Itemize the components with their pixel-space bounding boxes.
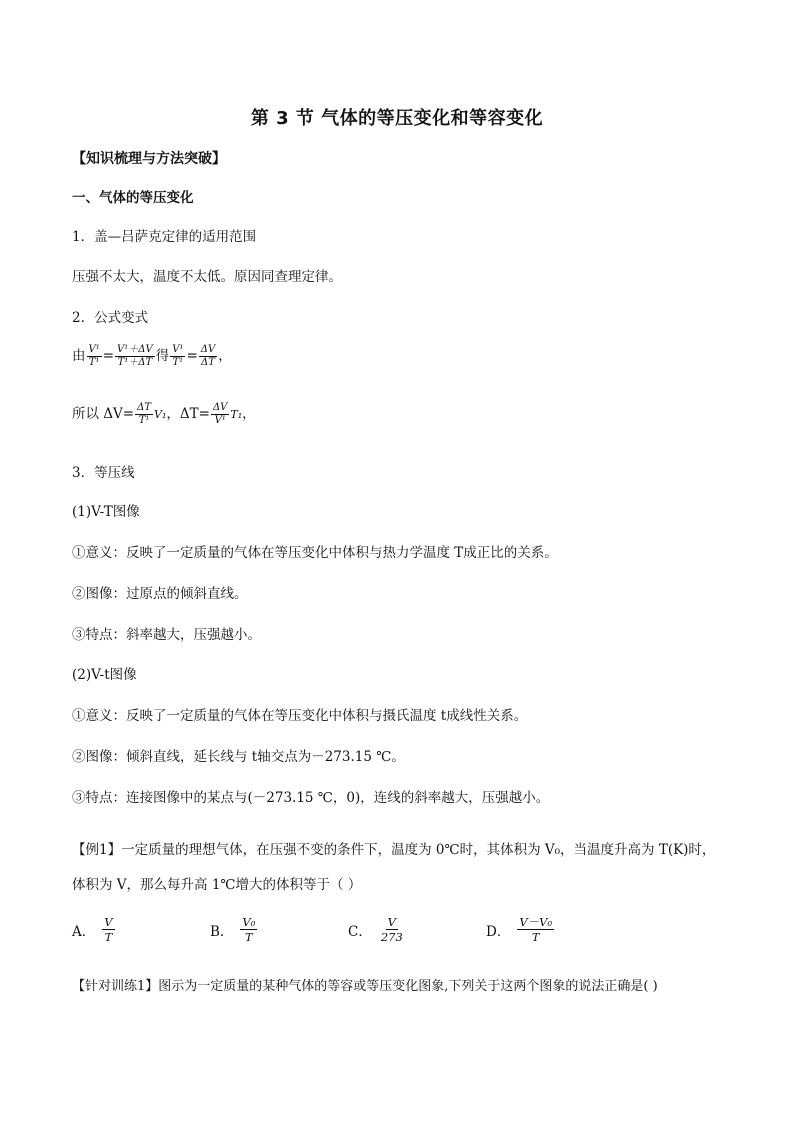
subsection-vt: (2)V-t图像 (72, 667, 137, 683)
vT-meaning: ①意义：反映了一定质量的气体在等压变化中体积与热力学温度 T成正比的关系。 (72, 545, 558, 561)
vT-graph: ②图像：过原点的倾斜直线。 (72, 586, 248, 602)
fraction: $\frac{\Delta T}{\text{T¹}}$ (137, 402, 152, 426)
formula-2: 所以 ΔV= $\frac{\Delta T}{\text{T¹}}$ V₁，ΔT= $\frac{\Delta V}{\text{V¹}}$ T₁， (72, 402, 256, 426)
fraction: $\frac{\text{V－V₀}}{T}$ (519, 915, 553, 944)
subsection-vT: (1)V-T图像 (72, 504, 140, 520)
heading-isobaric: 一、气体的等压变化 (72, 190, 194, 206)
vt-meaning: ①意义：反映了一定质量的气体在等压变化中体积与摄氏温度 t成线性关系。 (72, 708, 528, 724)
option-d: D． $\frac{\text{V－V₀}}{T}$ (486, 915, 553, 944)
vT-feature: ③特点：斜率越大，压强越小。 (72, 627, 261, 643)
formula-1: 由 $\frac{\text{V¹}}{\text{T¹}}$ = $\frac{\text{V¹＋ΔV}}{\text{T¹＋ΔT}}$ 得 $\frac{\text{V¹}}{\text{T¹}}$ = $\frac{\Delta V}{\Delta T}$ ， (72, 344, 232, 368)
formula-2-prefix: 所以 ΔV= (72, 406, 135, 422)
fraction: $\frac{V}{T}$ (104, 915, 113, 944)
item-1-text: 压强不太大，温度不太低。原因同查理定律。 (72, 269, 342, 285)
fraction: $\frac{V}{273}$ (380, 915, 403, 944)
example-1-question: 【例1】一定质量的理想气体，在压强不变的条件下，温度为 0℃时，其体积为 V₀，当温度升高为 T(K)时， (72, 842, 716, 858)
fraction: $\frac{\text{V¹}}{\text{T¹}}$ (88, 344, 100, 368)
formula-1-mid: 得 (155, 348, 170, 364)
formula-1-prefix: 由 (72, 348, 86, 364)
section-header: 【知识梳理与方法突破】 (72, 151, 226, 167)
item-1: 1．盖—吕萨克定律的适用范围 (72, 229, 257, 245)
example-1-question-cont: 体积为 V，那么每升高 1℃增大的体积等于（ ） (72, 877, 362, 893)
fraction: $\frac{\text{V¹＋ΔV}}{\text{T¹＋ΔT}}$ (117, 344, 153, 368)
page-title: 第 3 节 气体的等压变化和等容变化 (250, 108, 544, 129)
vt-feature: ③特点：连接图像中的某点与(－273.15 ℃，0)，连线的斜率越大，压强越小。 (72, 790, 550, 806)
option-b: B． $\frac{\text{V₀}}{T}$ (210, 915, 256, 944)
item-2: 2．公式变式 (72, 310, 149, 326)
fraction: $\frac{\text{V₀}}{T}$ (242, 915, 256, 944)
option-c: C． $\frac{V}{273}$ (348, 915, 403, 944)
vt-graph: ②图像：倾斜直线，延长线与 t轴交点为－273.15 ℃。 (72, 749, 405, 765)
training-1-question: 【针对训练1】图示为一定质量的某种气体的等容或等压变化图象,下列关于这两个图象的说法正确是( ) (72, 979, 658, 994)
item-3: 3．等压线 (72, 465, 135, 481)
fraction: $\frac{\Delta V}{\text{V¹}}$ (212, 402, 228, 426)
fraction: $\frac{\Delta V}{\Delta T}$ (200, 344, 216, 368)
option-a: A． $\frac{V}{T}$ (72, 915, 113, 944)
fraction: $\frac{\text{V¹}}{\text{T¹}}$ (172, 344, 184, 368)
